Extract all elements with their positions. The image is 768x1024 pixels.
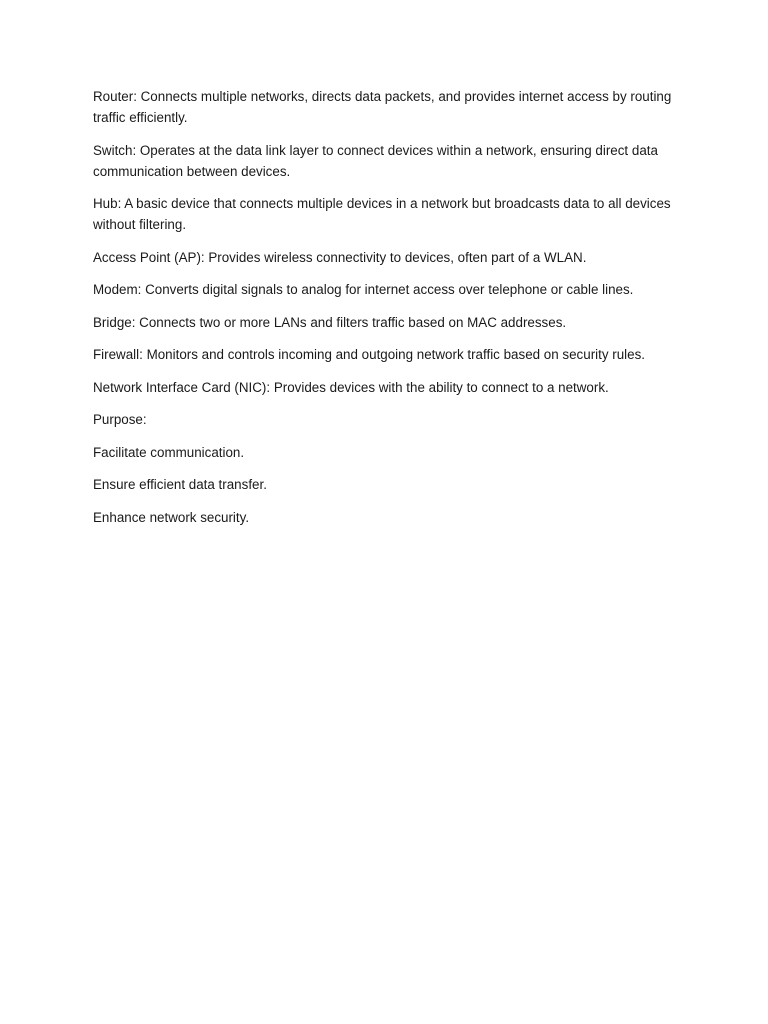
document-body (93, 86, 678, 539)
paragraph-nic: Network Interface Card (NIC): Provides devices with the ability to connect to a network. (93, 379, 609, 395)
paragraph-modem: Modem: Converts digital signals to analog for internet access over telephone or cable lines. (93, 282, 634, 297)
paragraph-access-point: Access Point (AP): Provides wireless connectivity to devices, often part of a WLAN. (93, 249, 587, 265)
paragraph-router: Router: Connects multiple networks, directs data packets, and provides internet access by routing traffic efficiently. (93, 89, 672, 125)
paragraph-purpose-security: Enhance network security. (93, 509, 250, 525)
paragraph-hub: Hub: A basic device that connects multiple devices in a network but broadcasts data to all devices without filtering. (93, 196, 671, 232)
paragraph-bridge: Bridge: Connects two or more LANs and filters traffic based on MAC addresses. (93, 314, 567, 330)
paragraph-purpose-data-transfer: Ensure efficient data transfer. (93, 477, 267, 492)
paragraph-switch: Switch: Operates at the data link layer to connect devices within a network, ensuring direct data communication between devices. (93, 142, 658, 179)
paragraph-firewall: Firewall: Monitors and controls incoming and outgoing network traffic based on security rules. (93, 347, 646, 362)
paragraph-purpose-communication: Facilitate communication. (93, 444, 245, 460)
paragraph-purpose-heading: Purpose: (93, 412, 147, 427)
